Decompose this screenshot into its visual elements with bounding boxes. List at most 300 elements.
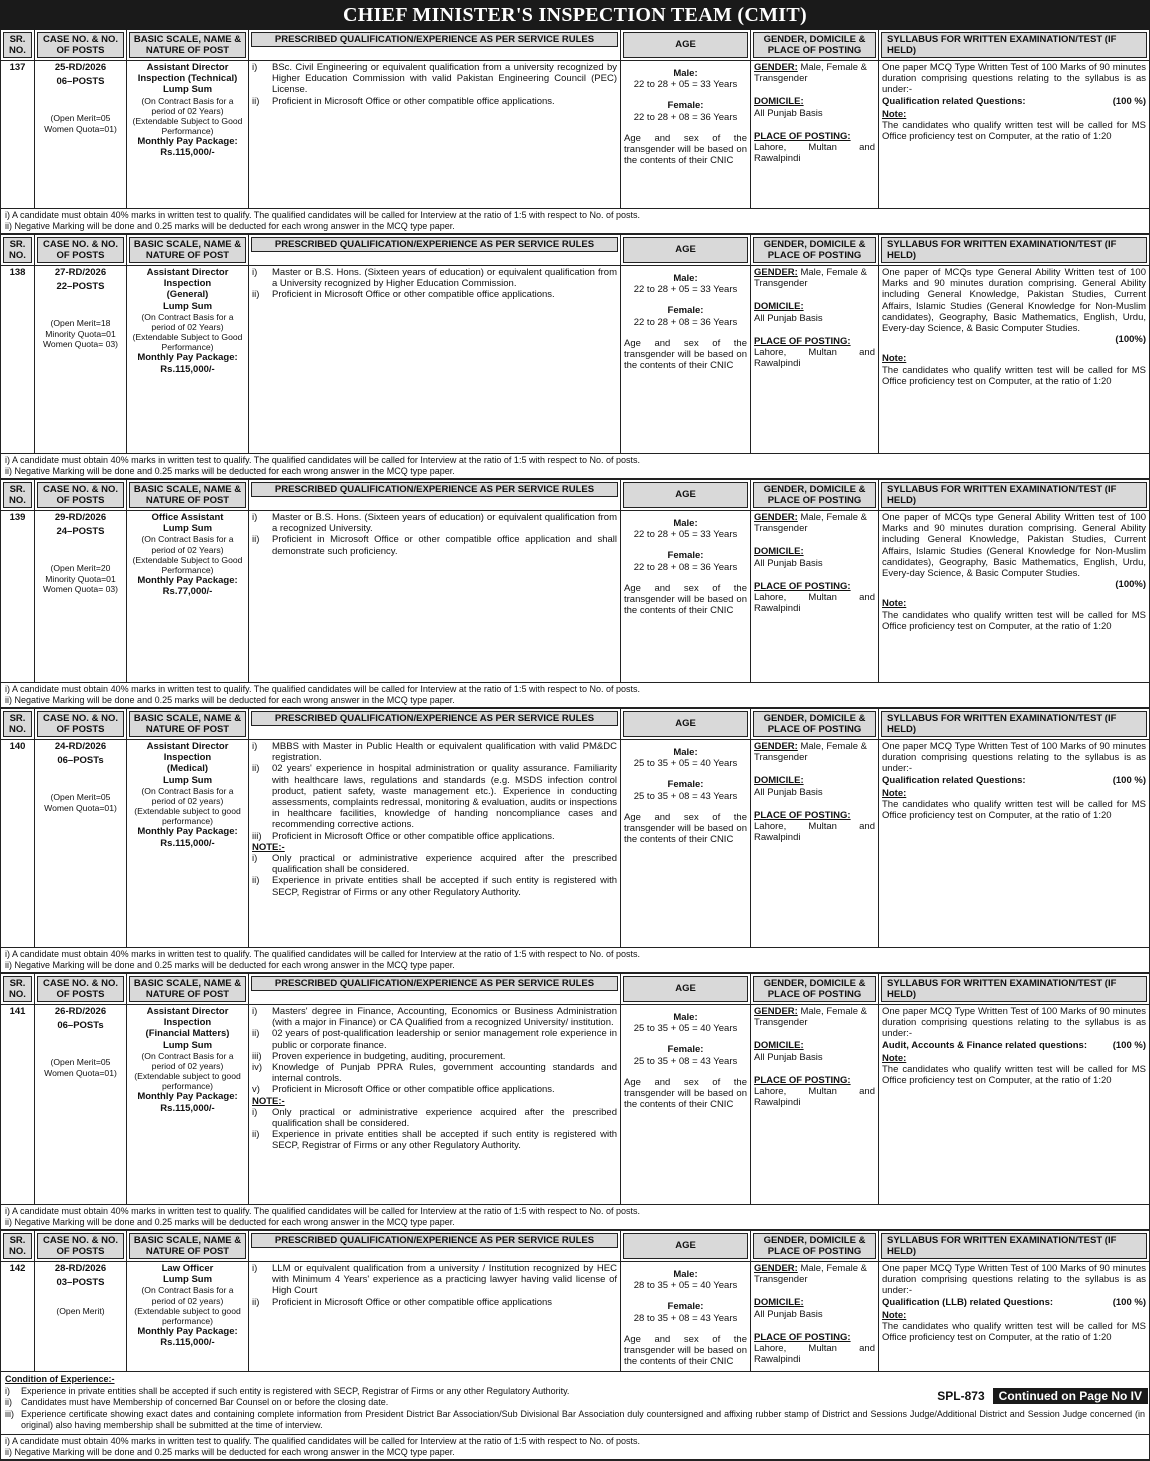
quota-line: Women Quota=01) [44,802,117,813]
header-label-syllabus: SYLLABUS FOR WRITTEN EXAMINATION/TEST (IF HELD) [881,711,1147,737]
post-details [127,1262,249,1371]
header-label-basic: BASIC SCALE, NAME & NATURE OF POST [129,32,246,58]
female-label: Female: [667,550,704,562]
posts-container [0,30,1150,1461]
female-label: Female: [667,100,704,112]
domicile-value: All Punjab Basis [754,107,823,119]
quota-list [38,1306,123,1316]
contract-terms: (On Contract Basis for a period of 02 Years) (Extendable Subject to Good Performance) [132,95,243,137]
note-heading: Note: [882,108,907,120]
qualification-text: Master or B.S. Hons. (Sixteen years of education) or equivalent qualification from a University recognized by Higher Education Commission. [272,267,617,290]
gender-value: Male, Female & Transgender [754,267,867,290]
qualification-item [252,763,617,830]
quota-line: (Open Merit=05 [50,792,111,803]
syllabus-text: One paper MCQ Type Written Test of 100 Marks of 90 minutes duration comprising questions relating to the syllabus is as under:- [882,62,1146,96]
pay-label: Monthly Pay Package: [137,136,238,148]
post-name-line: Assistant Director [146,741,229,752]
header-cell-basic [127,709,249,739]
case-number: 27-RD/2026 [54,267,107,278]
syllabus-percent: (100 %) [1112,774,1146,786]
header-label-age: AGE [623,32,748,58]
syllabus-text: One paper of MCQs type General Ability Written test of 100 Marks and 90 minutes duration comprising. General Ability including General Knowledge, Pakistan Studies, Current Affairs, Islamic Studies (General Knowledge for Non-Muslim candidates), Geography, Basic Mathematics, English, Urdu, Every-day Science, & Basic Computer Studies. [882,512,1146,580]
male-label: Male: [673,747,698,758]
posts-count: 24–POSTS [56,526,105,538]
qualification-item [252,289,617,300]
quota-line: Women Quota= 03) [42,338,119,349]
qualification-text: Master or B.S. Hons. (Sixteen years of education) or equivalent qualification from a recognized University. [272,512,617,535]
condition-title: Condition of Experience:- [5,1374,115,1384]
syllabus-text: One paper MCQ Type Written Test of 100 Marks of 90 minutes duration comprising questions relating to the syllabus is as under:- [882,741,1146,775]
post-header-row [1,709,1149,740]
qualification-item [252,512,617,534]
note-heading: Note: [882,1052,907,1064]
female-age: 22 to 28 + 08 = 36 Years [633,111,738,123]
posts-count: 03–POSTS [56,1277,105,1289]
serial-number: 137 [1,61,35,208]
note-text: Only practical or administrative experience acquired after the prescribed qualification shall be considered. [272,853,617,876]
condition-text: Experience certificate showing exact dates and containing complete information from President District Bar Association/Sub Divisional Bar Association duly countersigned and affixing rubber stamp of District and Sessions Judge/Additional District and Session Judge concerned (in original) also having membership shall be submitted at the time of interview. [21,1408,1145,1430]
notice-marks: i) A candidate must obtain 40% marks in written test to qualify. The qualified candidates will be called for Interview at the ratio of 1:5 with respect to No. of posts. [5,684,640,694]
header-label-syllabus: SYLLABUS FOR WRITTEN EXAMINATION/TEST (IF HELD) [881,1233,1147,1259]
pay-label: Monthly Pay Package: [137,826,238,838]
posting-label: PLACE OF POSTING: [754,580,851,592]
qualification-number: i) [252,267,258,278]
case-number: 29-RD/2026 [54,512,107,523]
quota-list [38,318,123,348]
header-label-sr: SR. NO. [3,482,32,508]
note-item [252,853,617,875]
header-cell-gender [751,709,879,739]
gender-line [754,741,875,763]
header-cell-syllabus [879,974,1149,1004]
header-cell-sr [1,235,35,265]
qualification-list [252,267,617,301]
condition-number: iii) [5,1408,14,1419]
header-cell-qual [249,974,621,1004]
note-text: Experience in private entities shall be accepted if such entity is registered with SECP, Registrar of Firms or any other Regulatory Authority. [272,1129,617,1152]
post-name-line: Inspection (Technical) [137,73,238,85]
notice-negative-marking: ii) Negative Marking will be done and 0.25 marks will be deducted for each wrong answer in the MCQ type paper. [5,1446,455,1457]
qualification-item [252,741,617,763]
domicile-value: All Punjab Basis [754,1051,823,1063]
age-cell [621,266,751,453]
quota-list [38,1057,123,1077]
header-label-basic: BASIC SCALE, NAME & NATURE OF POST [129,976,246,1002]
header-label-gender: GENDER, DOMICILE & PLACE OF POSTING [753,1233,876,1259]
qualification-text: Proficient in Microsoft Office or other compatible office applications. [272,289,555,301]
qualification-list [252,1006,617,1096]
syllabus-cell [879,61,1149,208]
posting-value: Lahore, Multan and Rawalpindi [754,347,875,370]
header-cell-gender [751,1231,879,1261]
proficiency-note: The candidates who qualify written test will be called for MS Office proficiency test on Computer, at the ratio of 1:20 [882,799,1146,822]
syllabus-cell [879,1005,1149,1204]
header-label-qual: PRESCRIBED QUALIFICATION/EXPERIENCE AS PER SERVICE RULES [251,32,618,47]
post-name-line: Law Officer [161,1263,214,1274]
post-header-row [1,30,1149,61]
header-cell-age [621,974,751,1004]
note-item [252,1107,617,1129]
reference-number: SPL-873 [937,1388,985,1403]
header-label-basic: BASIC SCALE, NAME & NATURE OF POST [129,237,246,263]
case-number: 24-RD/2026 [54,741,107,752]
syllabus-item-row [882,775,1146,786]
notes-list [252,853,617,898]
header-label-sr: SR. NO. [3,32,32,58]
syllabus-item-row [882,96,1146,107]
gender-cell [751,740,879,947]
notice-negative-marking: ii) Negative Marking will be done and 0.25 marks will be deducted for each wrong answer in the MCQ type paper. [5,695,455,705]
transgender-age-note: Age and sex of the transgender will be based on the contents of their CNIC [624,337,747,372]
qualification-item [252,1062,617,1084]
posting-label: PLACE OF POSTING: [754,1074,851,1086]
case-number: 26-RD/2026 [54,1006,107,1017]
qualification-number: v) [252,1084,260,1096]
post-name-line: (General) [166,289,209,301]
post-name-line: Lump Sum [162,300,213,312]
quota-line: Women Quota=01) [44,123,117,134]
posting-label: PLACE OF POSTING: [754,130,851,142]
syllabus-percent: (100 %) [1112,1039,1146,1051]
post-body-row [1,740,1149,948]
qualification-item [252,96,617,107]
note-item [252,1129,617,1151]
qualification-item [252,1051,617,1062]
qualification-number: ii) [252,1028,260,1040]
syllabus-text: One paper of MCQs type General Ability Written test of 100 Marks and 90 minutes duration comprising. General Ability including General Knowledge, Pakistan Studies, Current Affairs, Islamic Studies (General Knowledge for Non-Muslim candidates), Geography, Basic Mathematics, English, Urdu, Every-day Science, & Basic Computer Studies. [882,267,1146,335]
post-name-line: Office Assistant [151,512,224,523]
pay-label: Monthly Pay Package: [137,574,238,586]
domicile-value: All Punjab Basis [754,786,823,798]
qualification-text: BSc. Civil Engineering or equivalent qualification from a university recognized by Higher Education Commission with valid Pakistan Engineering Council (PEC) License. [272,62,617,96]
qualification-number: ii) [252,534,260,546]
header-cell-age [621,30,751,60]
quota-line: Women Quota= 03) [42,583,119,594]
post-name-line: Lump Sum [162,1274,213,1286]
domicile-value: All Punjab Basis [754,1308,823,1320]
posting-value: Lahore, Multan and Rawalpindi [754,1086,875,1109]
pay-amount: Rs.115,000/- [160,1337,215,1349]
qualification-text: MBBS with Master in Public Health or equivalent qualification with valid PM&DC registration. [272,741,617,764]
qualification-cell [249,1005,621,1204]
quota-line: Minority Quota=01 [45,573,116,584]
header-cell-case [35,1231,127,1261]
post-header-row [1,235,1149,266]
qualification-item [252,1006,617,1028]
note-number: ii) [252,875,260,887]
qualification-item [252,1263,617,1297]
header-label-case: CASE NO. & NO. OF POSTS [37,32,124,58]
gender-cell [751,511,879,682]
qualification-item [252,267,617,289]
gender-label: GENDER: [754,741,798,752]
male-age: 22 to 28 + 05 = 33 Years [633,284,738,296]
syllabus-cell [879,1262,1149,1371]
gender-label: GENDER: [754,512,798,523]
qualification-number: i) [252,741,258,752]
header-label-sr: SR. NO. [3,711,32,737]
header-cell-syllabus [879,1231,1149,1261]
qualification-number: i) [252,62,258,73]
post-body-row [1,61,1149,209]
serial-number: 138 [1,266,35,453]
contract-terms: (On Contract Basis for a period of 02 years) (Extendable subject to good performance) [134,1050,241,1092]
condition-item [5,1409,1145,1432]
gender-label: GENDER: [754,62,798,73]
transgender-age-note: Age and sex of the transgender will be based on the contents of their CNIC [624,582,747,617]
continued-label: Continued on Page No IV [993,1388,1148,1404]
header-cell-basic [127,480,249,510]
post-details [127,740,249,947]
header-cell-gender [751,235,879,265]
notice-negative-marking: ii) Negative Marking will be done and 0.25 marks will be deducted for each wrong answer in the MCQ type paper. [5,221,455,231]
domicile-label: DOMICILE: [754,1297,804,1309]
header-cell-qual [249,480,621,510]
condition-text: Experience in private entities shall be accepted if such entity is registered with SECP, Registrar of Firms or any other Regulatory Authority. [21,1385,570,1396]
header-cell-qual [249,30,621,60]
qualification-number: i) [252,1263,258,1274]
post-block [0,235,1150,480]
header-cell-sr [1,480,35,510]
notice-marks: i) A candidate must obtain 40% marks in written test to qualify. The qualified candidates will be called for Interview at the ratio of 1:5 with respect to No. of posts. [5,210,640,220]
transgender-age-note: Age and sex of the transgender will be based on the contents of their CNIC [624,132,747,167]
posts-count: 06–POSTs [57,1020,104,1032]
domicile-value: All Punjab Basis [754,312,823,324]
male-age: 25 to 35 + 05 = 40 Years [633,1023,738,1035]
post-block [0,480,1150,709]
header-cell-age [621,709,751,739]
syllabus-text: One paper MCQ Type Written Test of 100 Marks of 90 minutes duration comprising questions relating to the syllabus is as under:- [882,1006,1146,1040]
gender-label: GENDER: [754,1006,798,1017]
qualifying-notice [1,209,1149,234]
qualification-list [252,62,617,107]
header-cell-basic [127,974,249,1004]
qualification-item [252,1297,617,1308]
male-age: 28 to 35 + 05 = 40 Years [633,1280,738,1292]
female-age: 22 to 28 + 08 = 36 Years [633,316,738,328]
male-age: 22 to 28 + 05 = 33 Years [633,529,738,541]
serial-number: 141 [1,1005,35,1204]
syllabus-cell [879,511,1149,682]
qualification-number: ii) [252,289,260,301]
header-label-sr: SR. NO. [3,237,32,263]
gender-line [754,1006,875,1028]
qualification-number: ii) [252,763,260,775]
notice-marks: i) A candidate must obtain 40% marks in written test to qualify. The qualified candidates will be called for Interview at the ratio of 1:5 with respect to No. of posts. [5,1435,640,1446]
posting-label: PLACE OF POSTING: [754,809,851,821]
case-number: 28-RD/2026 [54,1263,107,1274]
header-label-basic: BASIC SCALE, NAME & NATURE OF POST [129,1233,246,1259]
case-cell [35,1262,127,1371]
header-label-age: AGE [623,237,748,263]
quota-line: (Open Merit=05 [50,1057,111,1068]
post-details [127,61,249,208]
male-label: Male: [673,68,698,79]
syllabus-item: Qualification related Questions: [882,95,1026,107]
qualifying-notice [1,1205,1149,1230]
posting-label: PLACE OF POSTING: [754,335,851,347]
transgender-age-note: Age and sex of the transgender will be based on the contents of their CNIC [624,811,747,846]
post-block [0,1231,1150,1461]
posting-value: Lahore, Multan and Rawalpindi [754,142,875,165]
header-label-age: AGE [623,711,748,737]
post-body-row [1,266,1149,454]
case-cell [35,1005,127,1204]
header-cell-case [35,30,127,60]
gender-cell [751,61,879,208]
notice-negative-marking: ii) Negative Marking will be done and 0.25 marks will be deducted for each wrong answer in the MCQ type paper. [5,466,455,476]
header-cell-case [35,974,127,1004]
header-label-basic: BASIC SCALE, NAME & NATURE OF POST [129,482,246,508]
pay-amount: Rs.115,000/- [160,147,215,159]
serial-number: 140 [1,740,35,947]
notes-list [252,1107,617,1152]
header-cell-syllabus [879,709,1149,739]
header-cell-syllabus [879,480,1149,510]
posting-value: Lahore, Multan and Rawalpindi [754,592,875,615]
gender-value: Male, Female & Transgender [754,1263,867,1286]
female-label: Female: [667,779,704,791]
posts-count: 22–POSTS [56,281,105,293]
quota-line: (Open Merit=18 [50,318,111,329]
contract-terms: (On Contract Basis for a period of 02 Years) (Extendable Subject to Good Performance) [132,534,243,575]
pay-amount: Rs.115,000/- [160,363,215,375]
qualification-number: i) [252,1006,258,1017]
header-label-gender: GENDER, DOMICILE & PLACE OF POSTING [753,482,876,508]
header-cell-gender [751,480,879,510]
note-heading: Note: [882,598,907,610]
male-age: 25 to 35 + 05 = 40 Years [633,758,738,770]
male-label: Male: [673,1269,698,1280]
post-details [127,511,249,682]
domicile-label: DOMICILE: [754,546,804,558]
posting-value: Lahore, Multan and Rawalpindi [754,821,875,844]
male-age: 22 to 28 + 05 = 33 Years [633,79,738,91]
notes-heading: NOTE:- [252,1095,285,1107]
header-label-gender: GENDER, DOMICILE & PLACE OF POSTING [753,237,876,263]
domicile-label: DOMICILE: [754,1040,804,1052]
post-details [127,266,249,453]
qualification-list [252,741,617,842]
post-name-line: Inspection [163,278,212,290]
qualification-cell [249,511,621,682]
header-label-case: CASE NO. & NO. OF POSTS [37,976,124,1002]
qualification-item [252,1084,617,1095]
quota-line: Women Quota=01) [44,1067,117,1078]
qualification-number: iv) [252,1062,263,1074]
pay-label: Monthly Pay Package: [137,1091,238,1103]
quota-line: Minority Quota=01 [45,328,116,339]
header-label-qual: PRESCRIBED QUALIFICATION/EXPERIENCE AS PER SERVICE RULES [251,711,618,726]
header-cell-qual [249,709,621,739]
note-number: i) [252,853,258,865]
quota-line: (Open Merit=20 [50,563,111,574]
domicile-value: All Punjab Basis [754,557,823,569]
note-heading: Note: [882,1309,907,1321]
syllabus-percent: (100%) [1115,579,1146,591]
pay-amount: Rs.77,000/- [162,586,213,598]
qualifying-notice [1,683,1149,708]
domicile-label: DOMICILE: [754,96,804,108]
post-name-line: Lump Sum [162,523,213,535]
header-cell-sr [1,974,35,1004]
contract-terms: (On Contract Basis for a period of 02 years) (Extendable subject to good performance) [134,1285,241,1326]
note-number: i) [252,1106,258,1118]
post-name-line: Assistant Director [146,62,229,73]
header-label-syllabus: SYLLABUS FOR WRITTEN EXAMINATION/TEST (IF HELD) [881,237,1147,263]
gender-value: Male, Female & Transgender [754,62,867,85]
header-cell-gender [751,30,879,60]
syllabus-item-row [882,579,1146,590]
header-label-age: AGE [623,482,748,508]
header-label-sr: SR. NO. [3,1233,32,1259]
gender-label: GENDER: [754,267,798,278]
note-number: ii) [252,1129,260,1141]
qualification-number: iii) [252,1050,262,1062]
header-cell-basic [127,30,249,60]
header-cell-sr [1,1231,35,1261]
female-label: Female: [667,1044,704,1056]
qualification-text: Proficient in Microsoft Office or other compatible office applications [272,1296,553,1308]
header-label-qual: PRESCRIBED QUALIFICATION/EXPERIENCE AS PER SERVICE RULES [251,1233,618,1248]
pay-amount: Rs.115,000/- [160,837,215,849]
syllabus-cell [879,266,1149,453]
posting-value: Lahore, Multan and Rawalpindi [754,1343,875,1366]
female-label: Female: [667,305,704,317]
age-cell [621,61,751,208]
qualification-cell [249,740,621,947]
syllabus-percent: (100 %) [1112,1296,1146,1308]
post-body-row [1,1262,1149,1372]
transgender-age-note: Age and sex of the transgender will be based on the contents of their CNIC [624,1076,747,1111]
header-cell-age [621,480,751,510]
qualification-item [252,1028,617,1050]
header-label-syllabus: SYLLABUS FOR WRITTEN EXAMINATION/TEST (IF HELD) [881,976,1147,1002]
gender-line [754,62,875,84]
qualification-text: Proficient in Microsoft Office or other compatible office applications. [272,1084,555,1096]
notice-marks: i) A candidate must obtain 40% marks in written test to qualify. The qualified candidates will be called for Interview at the ratio of 1:5 with respect to No. of posts. [5,949,640,959]
transgender-age-note: Age and sex of the transgender will be based on the contents of their CNIC [624,1333,747,1368]
qualification-text: Masters' degree in Finance, Accounting, Economics or Business Administration (with a major in Finance) or CA Qualified from a recognized University/ institution. [272,1006,617,1029]
header-label-age: AGE [623,976,748,1002]
syllabus-item: Audit, Accounts & Finance related questions: [882,1039,1087,1051]
qualification-text: Proficient in Microsoft Office or other compatible office applications. [272,95,555,107]
syllabus-cell [879,740,1149,947]
qualification-item [252,62,617,96]
qualifying-notice [1,1435,1149,1460]
qualification-item [252,534,617,556]
post-name-line: Inspection [163,752,212,764]
male-label: Male: [673,518,698,529]
pay-label: Monthly Pay Package: [137,1325,238,1337]
domicile-label: DOMICILE: [754,301,804,313]
qualification-list [252,1263,617,1308]
female-age: 28 to 35 + 08 = 43 Years [633,1312,738,1324]
condition-number: ii) [5,1397,12,1407]
header-label-case: CASE NO. & NO. OF POSTS [37,482,124,508]
notice-marks: i) A candidate must obtain 40% marks in written test to qualify. The qualified candidates will be called for Interview at the ratio of 1:5 with respect to No. of posts. [5,455,640,465]
female-age: 22 to 28 + 08 = 36 Years [633,561,738,573]
header-label-sr: SR. NO. [3,976,32,1002]
domicile-label: DOMICILE: [754,775,804,787]
notice-marks: i) A candidate must obtain 40% marks in written test to qualify. The qualified candidates will be called for Interview at the ratio of 1:5 with respect to No. of posts. [5,1206,640,1216]
qualification-text: Proven experience in budgeting, auditing, procurement. [272,1050,506,1062]
age-cell [621,511,751,682]
header-label-gender: GENDER, DOMICILE & PLACE OF POSTING [753,711,876,737]
post-header-row [1,1231,1149,1262]
qualification-number: ii) [252,95,260,107]
qualification-number: iii) [252,830,262,842]
